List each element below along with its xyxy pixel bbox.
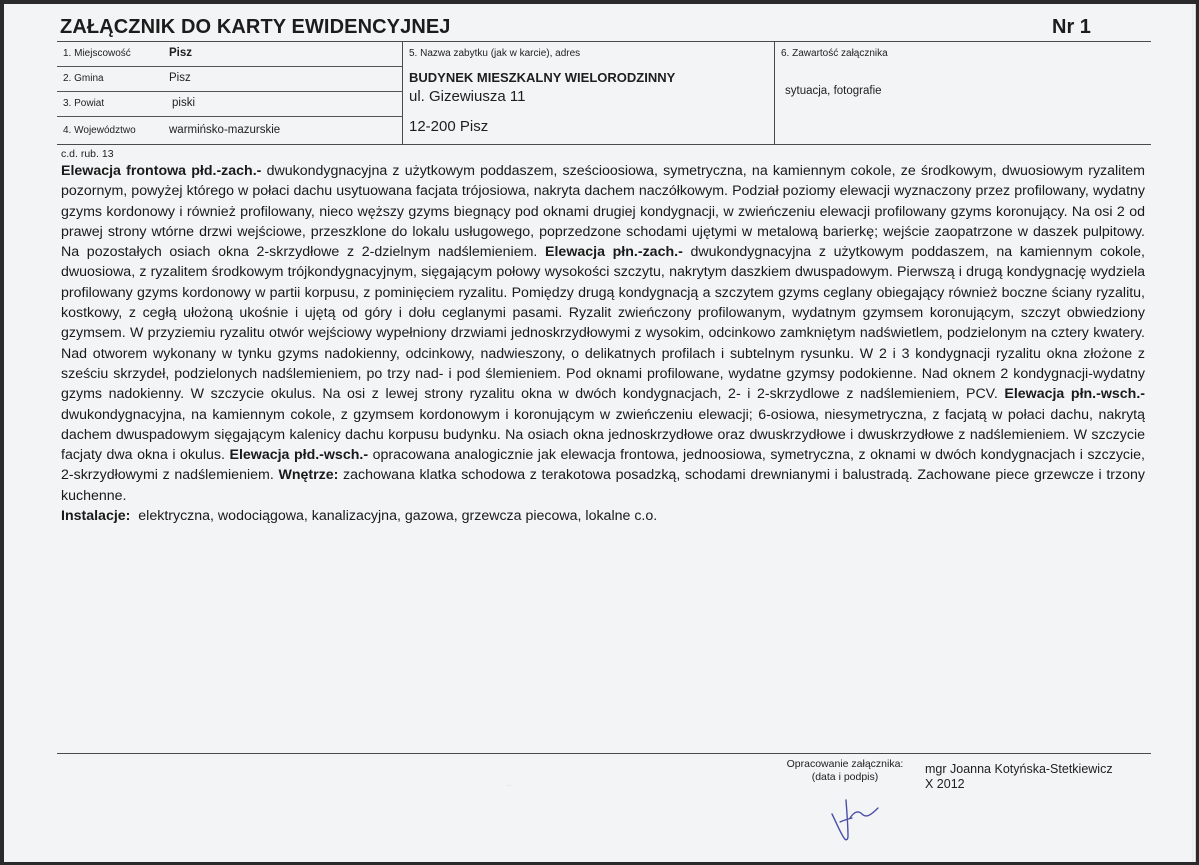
prepared-label-line2: (data i podpis): [811, 771, 879, 783]
footer-divider: [57, 753, 1151, 754]
monument-label: 5. Nazwa zabytku (jak w karcie), adres: [409, 48, 581, 59]
document-page: [4, 4, 1196, 862]
signature-icon: [830, 794, 890, 844]
heading-interior: Wnętrze:: [278, 467, 339, 484]
row-powiat: [57, 92, 402, 117]
row-miejscowosc: [57, 42, 402, 67]
contents-value: sytuacja, fotografie: [785, 85, 882, 97]
heading-front-elevation: Elewacja frontowa płd.-zach.-: [61, 163, 262, 179]
field-label: 2. Gmina: [63, 73, 104, 84]
contents-label: 6. Zawartość załącznika: [781, 48, 888, 59]
text-ne-elevation: dwukondygnacyjna, na kamiennym cokole, z gzymsem kordonowym i koronującym w zwieńczeniu elewacji; 6-osiowa, niesymetryczna, z facjatą w połaci dachu, nakrytą dachem dwuspadowym sięgającym kalenicy dachu korpusu budynku. Na osiach okna jednoskrzydłowe oraz dwuskrzydłowe i dwuskrzydłowe z nadślemieniem. W szczycie facjaty dwa okna i okulus.: [61, 406, 1145, 464]
heading-nw-elevation: Elewacja płn.-zach.-: [545, 244, 683, 261]
author-block: [925, 762, 1113, 792]
field-label: 3. Powiat: [63, 98, 105, 109]
field-value: warmińsko-mazurskie: [169, 124, 281, 136]
monument-street: ul. Gizewiusza 11: [409, 88, 526, 105]
monument-name: BUDYNEK MIESZKALNY WIELORODZINNY: [409, 70, 676, 85]
heading-se-elevation: Elewacja płd.-wsch.-: [229, 447, 369, 464]
monument-postal-city: 12-200 Pisz: [409, 118, 489, 135]
field-label: 4. Województwo: [63, 125, 136, 136]
field-value: Pisz: [169, 72, 191, 84]
scan-speck: ··: [507, 783, 511, 789]
installations-paragraph: [61, 506, 1145, 526]
text-interior: zachowana klatka schodowa z terakotowa posadzką, schodami drewnianymi i balustradą. Zachowane piece grzewcze i trzony kuchenne.: [61, 467, 1145, 504]
document-title: ZAŁĄCZNIK DO KARTY EWIDENCYJNEJ: [60, 16, 451, 38]
text-se-elevation: opracowana analogicznie jak elewacja frontowa, jednoosiowa, symetryczna, z oknami w dwóch kondygnacjach i szczycie, 2-skrzydłowymi z nadślemieniem.: [61, 447, 1145, 484]
preparation-date: X 2012: [925, 777, 965, 791]
heading-ne-elevation: Elewacja płn.-wsch.-: [1004, 386, 1145, 403]
header-table: [57, 41, 1151, 145]
location-column: [57, 42, 403, 144]
text-front-elevation: dwukondygnacyjna z użytkowym poddaszem, sześcioosiowa, symetryczna, na kamiennym cokole, ze środkowym, dwuosiowym ryzalitem pozornym, powyżej którego w połaci dachu usytuowana facjata trójosiowa, nakryta dachem naczółkowym. Podział poziomy elewacji wyznaczony przez profilowany, wydatny gzyms kordonowy i również profilowany, nieco węższy gzyms biegnący pod oknami drugiej kondygnacji, w zwieńczeniu elewacji profilowany gzyms koronujący. Na osi 2 od prawej strony wtórne drzwi wejściowe, przeszklone do lokalu usługowego, poprzedzone schodami ujętymi w metalową barierkę; wejście zaopatrzone w daszek pulpitowy. Na pozostałych osiach okna 2-skrzydłowe z 2-dzielnym nadślemieniem.: [61, 163, 1145, 261]
installations-label: Instalacje:: [61, 508, 131, 525]
prepared-label-line1: Opracowanie załącznika:: [786, 758, 904, 770]
monument-column: [403, 42, 775, 144]
prepared-by-label: [776, 758, 914, 784]
description-body: [61, 161, 1145, 526]
continuation-label: c.d. rub. 13: [61, 148, 114, 160]
contents-column: [775, 42, 1151, 144]
field-label: 1. Miejscowość: [63, 48, 131, 59]
attachment-number: Nr 1: [1052, 16, 1091, 38]
description-paragraph: [61, 161, 1145, 506]
field-value: Pisz: [169, 47, 193, 59]
text-nw-elevation: dwukondygnacyjna z użytkowym poddaszem, na kamiennym cokole, dwuosiowa, z ryzalitem środkowym trójkondygnacyjnym, sięgającym połowy wysokości szczytu, nakrytym daszkiem dwuspadowym. Pierwszą i drugą kondygnację wydziela profilowany gzyms kordonowy w partii korpusu, z pominięciem ryzalitu. Pomiędzy drugą kondygnacją a szczytem gzyms ceglany obiegający również boczne ściany ryzalitu, kostkowy, z cegłą ułożoną ukośnie i ujętą od góry i dołu ceglanymi pasami. Ryzalit zwieńczony profilowanym, wydatnym gzymsem koronującym, szczyt obwiedziony gzymsem. W przyziemiu ryzalitu otwór wejściowy wypełniony drzwiami jednoskrzydłowymi z wysokim, odcinkowo zamkniętym nadświetlem, podzielonym na cztery kwatery. Nad otworem wykonany w tynku gzyms nadokienny, odcinkowy, nadwieszony, o delikatnych profilach i subtelnym rysunku. W 2 i 3 kondygnacji ryzalitu okna złożone z sześciu skrzydeł, podzielonych nadślemieniem, po trzy nad- i pod ślemieniem. Pod oknami profilowane, wydatne gzymsy podokienne. Nad oknem 2 kondygnacji-wydatny gzyms nadokienny. W szczycie okulus. Na osi z lewej strony ryzalitu okna w dwóch kondygnacjach, 2- i 2-skrzydlowe z nadślemieniem, PCV.: [61, 244, 1145, 403]
installations-value: elektryczna, wodociągowa, kanalizacyjna, gazowa, grzewcza piecowa, lokalne c.o.: [130, 508, 658, 525]
field-value: piski: [172, 97, 196, 109]
author-name: mgr Joanna Kotyńska-Stetkiewicz: [925, 762, 1113, 776]
row-wojewodztwo: [57, 117, 402, 144]
row-gmina: [57, 67, 402, 92]
